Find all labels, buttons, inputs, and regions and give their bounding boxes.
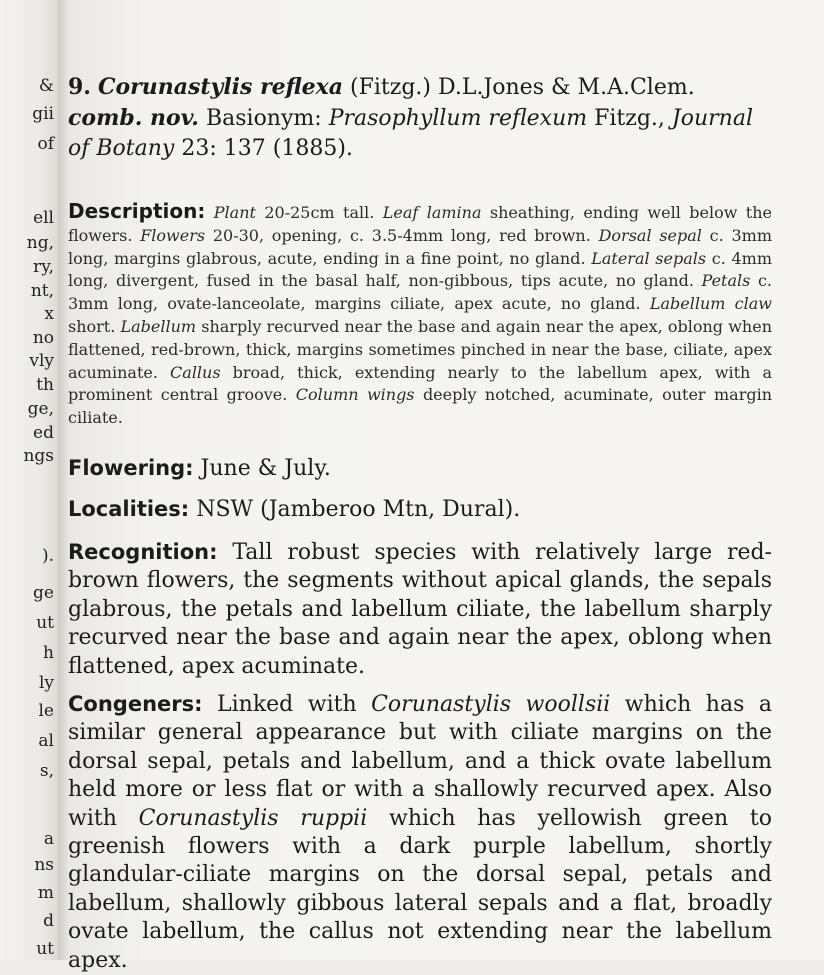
- recognition-label: Recognition:: [68, 540, 218, 564]
- basionym-name: Prasophyllum reflexum: [328, 106, 588, 131]
- facing-page-fragment: ge,: [27, 399, 54, 419]
- desc-text: broad, thick, extending nearly to the labellum apex, with a prominent central groove.: [68, 362, 772, 405]
- congeners-text: which has a similar general appearance but with ciliate margins on the dorsal sepal, petals and labellum, and a thick ovate labellum held more or less flat or with a shallowly recurved apex. Also with: [68, 692, 772, 831]
- flowering-label: Flowering:: [68, 456, 194, 480]
- desc-term: Labellum: [120, 316, 197, 336]
- description-paragraph: [68, 200, 772, 430]
- facing-page-fragment: th: [36, 375, 54, 395]
- facing-page-fragment: ngs: [23, 446, 54, 466]
- localities-section: [68, 495, 772, 524]
- basionym-author: Fitzg.,: [594, 106, 665, 131]
- congeners-label: Congeners:: [68, 692, 203, 716]
- desc-text: deeply notched, acuminate, outer margin ciliate.: [68, 385, 773, 428]
- facing-page-fragment: a: [43, 829, 54, 849]
- facing-page-fragment: x: [44, 304, 54, 324]
- facing-page-fragment: s,: [39, 761, 54, 781]
- facing-page-strip: [0, 0, 58, 960]
- book-page: [68, 0, 824, 973]
- desc-term: Column wings: [295, 385, 415, 405]
- facing-page-fragment: al: [38, 731, 54, 751]
- desc-term: Plant: [213, 203, 256, 222]
- facing-page-fragment: &: [38, 76, 54, 96]
- facing-page-fragment: ut: [36, 613, 54, 633]
- species-authority: (Fitzg.) D.L.Jones & M.A.Clem.: [350, 75, 695, 100]
- book-gutter: [58, 0, 68, 960]
- facing-page-fragment: m: [37, 883, 54, 903]
- basionym-label: Basionym:: [205, 106, 322, 131]
- facing-page-fragment: le: [38, 701, 54, 721]
- facing-page-fragment: ly: [38, 673, 54, 693]
- desc-text: sharply recurved near the base and again near the apex, oblong when flattened, red-brown, thick, margins sometimes pinched in near the base, ciliate, apex acuminate.: [68, 316, 772, 382]
- facing-page-fragment: gii: [32, 104, 54, 124]
- facing-page-fragment: of: [37, 134, 54, 154]
- desc-text: 20-25cm tall.: [255, 203, 383, 222]
- recognition-section: [68, 538, 772, 681]
- facing-page-fragment: d: [43, 911, 54, 931]
- localities-label: Localities:: [68, 497, 190, 521]
- desc-text: short.: [68, 316, 121, 336]
- desc-term: Labellum claw: [649, 294, 772, 314]
- congeners-text: which has yellowish green to greenish flowers with a dark purple labellum, shortly glandular-ciliate margins on the dorsal sepal, petals and labellum, shallowly gibbous lateral sepals and a flat, broadly ovate labellum, the callus not extending near the labellum apex.: [68, 805, 772, 973]
- comb-nov-label: comb. nov.: [68, 105, 199, 131]
- desc-text: c. 3mm long, ovate-lanceolate, margins ciliate, apex acute, no gland.: [68, 271, 772, 314]
- facing-page-fragment: h: [43, 643, 54, 663]
- desc-text: 20-30, opening, c. 3.5-4mm long, red brown.: [205, 225, 599, 245]
- description-label: Description:: [68, 199, 206, 223]
- desc-term: Flowers: [140, 225, 206, 245]
- entry-number: 9.: [68, 74, 91, 100]
- desc-term: Leaf lamina: [382, 203, 482, 222]
- facing-page-fragment: ell: [33, 208, 54, 228]
- species-heading: [68, 72, 772, 164]
- recognition-text: Tall robust species with relatively large red-brown flowers, the segments without apical glands, the sepals glabrous, the petals and labellum ciliate, the labellum sharply recurved near the base and again near the apex, oblong when flattened, apex acuminate.: [68, 540, 772, 679]
- desc-text: sheathing, ending well below the flowers.: [68, 203, 773, 245]
- congener-species-name: Corunastylis woollsii: [371, 692, 611, 717]
- facing-page-fragment: ns: [34, 855, 54, 875]
- facing-page-fragment: ut: [36, 939, 54, 959]
- facing-page-fragment: ).: [41, 546, 54, 566]
- species-name: Corunastylis reflexa: [97, 74, 344, 100]
- facing-page-fragment: ed: [33, 423, 54, 443]
- congeners-text: Linked with: [202, 692, 372, 717]
- localities-text: NSW (Jamberoo Mtn, Dural).: [189, 497, 521, 522]
- desc-text: c. 3mm long, margins glabrous, acute, ending in a fine point, no gland.: [68, 225, 773, 268]
- facing-page-fragment: ng,: [26, 233, 54, 253]
- desc-term: Lateral sepals: [591, 248, 707, 268]
- facing-page-fragment: nt,: [30, 281, 54, 301]
- congeners-section: [68, 690, 772, 975]
- desc-term: Callus: [170, 362, 221, 382]
- journal-name: Journal of Botany: [68, 106, 753, 161]
- facing-page-fragment: no: [32, 328, 54, 348]
- desc-term: Petals: [701, 271, 751, 291]
- facing-page-fragment: ry,: [33, 257, 54, 277]
- congener-species-name: Corunastylis ruppii: [138, 805, 368, 831]
- desc-text: c. 4mm long, divergent, fused in the basal half, non-gibbous, tips acute, no gland.: [68, 248, 772, 291]
- flowering-text: June & July.: [193, 456, 331, 481]
- citation: 23: 137 (1885).: [181, 136, 353, 161]
- flowering-section: [68, 454, 772, 483]
- facing-page-fragment: ge: [33, 583, 54, 603]
- desc-term: Dorsal sepal: [598, 225, 702, 245]
- facing-page-fragment: vly: [29, 351, 54, 371]
